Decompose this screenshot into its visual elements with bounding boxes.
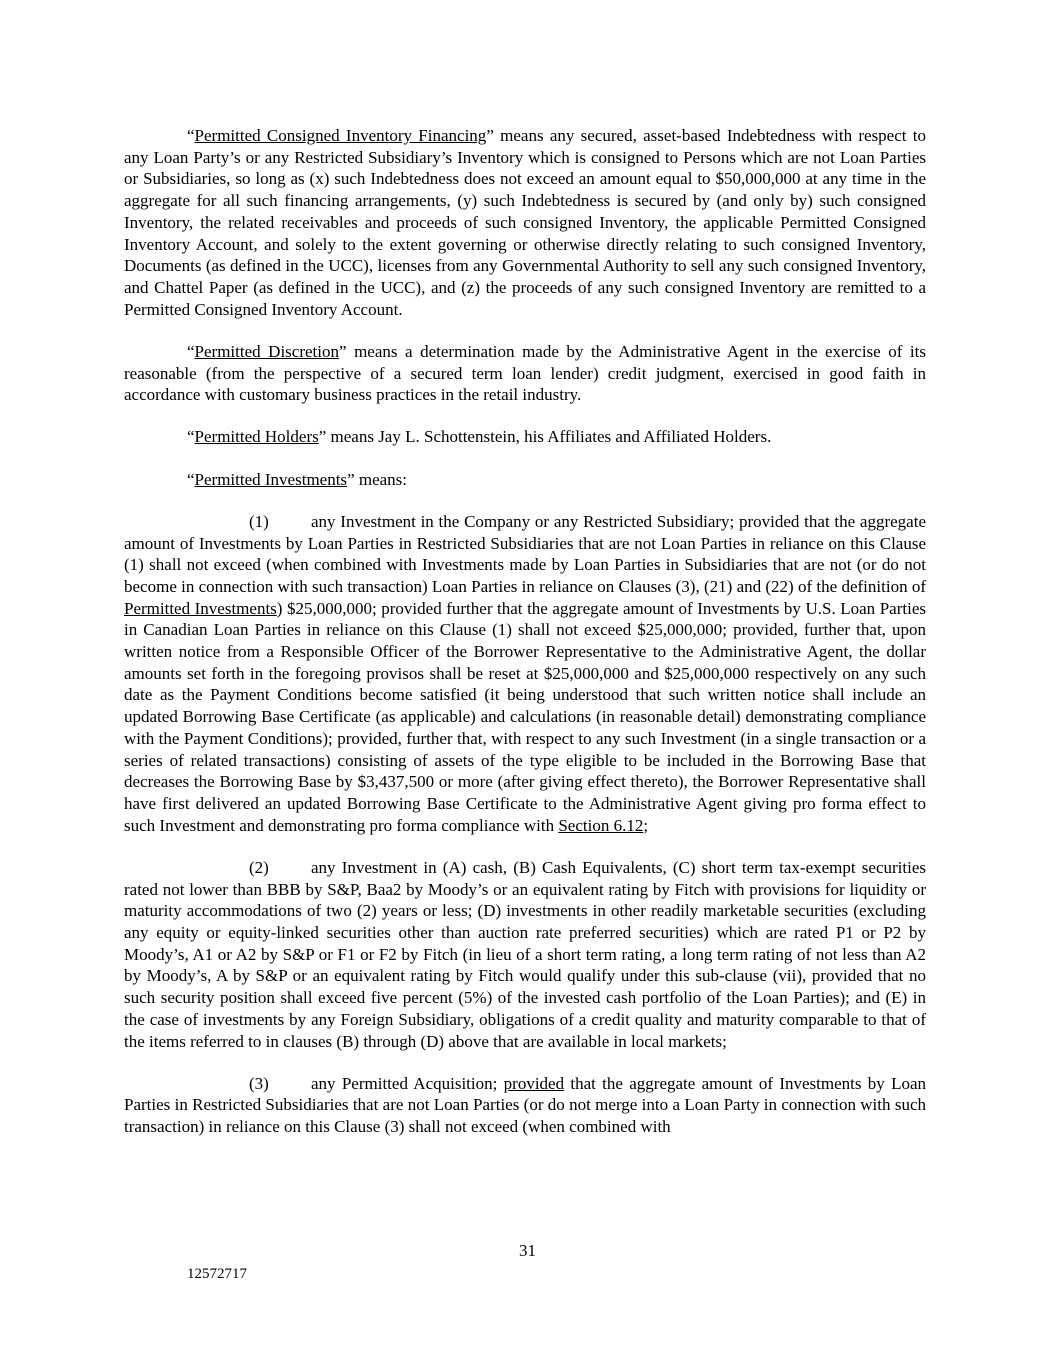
document-id: 12572717 — [187, 1266, 247, 1282]
open-quote: “ — [187, 469, 195, 489]
definition-permitted-investments — [124, 469, 926, 491]
clause-reference: Permitted Investments — [124, 598, 277, 618]
definition-text: ” means a determination made by the Administrative Agent in the exercise of its reasonable (from the perspective of a secured term loan lender) credit judgment, exercised in good faith in accordance with customary business practices in the retail industry. — [124, 341, 926, 405]
clause-item-1 — [124, 511, 926, 837]
clause-number: (1) — [249, 511, 269, 531]
clause-text: any Investment in (A) cash, (B) Cash Equivalents, (C) short term tax-exempt securities rated not lower than BBB by S&P, Baa2 by Moody’s or an equivalent rating by Fitch with provisions for liquidity or maturity accommodations of two (2) years or less; (D) investments in other readily marketable securities (excluding any equity or equity-linked securities other than auction rate preferred securities) which are rated P1 or P2 by Moody’s, A1 or A2 by S&P or F1 or F2 by Fitch (in lieu of a short term rating, a long term rating of not less than A2 by Moody’s, A by S&P or an equivalent rating by Fitch would qualify under this sub-clause (vii), provided that no such security position shall exceed five percent (5%) of the invested cash portfolio of the Loan Parties); and (E) in the case of investments by any Foreign Subsidiary, obligations of a credit quality and maturity comparable to that of the items referred to in clauses (B) through (D) above that are available in local markets; — [124, 857, 926, 1051]
definition-permitted-holders — [124, 426, 926, 448]
definition-text: ” means any secured, asset-based Indebtedness with respect to any Loan Party’s or any Restricted Subsidiary’s Inventory which is consigned to Persons which are not Loan Parties or Subsidiaries, so long as (x) such Indebtedness does not exceed an amount equal to $50,000,000 at any time in the aggregate for all such financing arrangements, (y) such Indebtedness is secured by (and only by) such consigned Inventory, the related receivables and proceeds of such consigned Inventory, the applicable Permitted Consigned Inventory Account, and solely to the extent governing or otherwise directly relating to such consigned Inventory, Documents (as defined in the UCC), licenses from any Governmental Authority to sell any such consigned Inventory, and Chattel Paper (as defined in the UCC), and (z) the proceeds of any such consigned Inventory are remitted to a Permitted Consigned Inventory Account. — [124, 126, 927, 319]
open-quote: “ — [187, 427, 195, 447]
definition-permitted-discretion — [124, 341, 926, 406]
defined-term: Permitted Holders — [194, 427, 319, 447]
section-reference: Section 6.12 — [558, 815, 644, 835]
clause-item-3 — [124, 1073, 926, 1138]
clause-item-2 — [124, 857, 926, 1052]
clause-text: any Investment in the Company or any Restricted Subsidiary; provided that the aggregate amount of Investments by Loan Parties in Restricted Subsidiaries that are not Loan Parties in reliance on this Clause (1) shall not exceed (when combined with Investments made by Loan Parties in Subsidiaries that are not (or do not become in connection with such transaction) Loan Parties in reliance on Clauses (3), (21) and (22) of the definition of — [124, 511, 926, 596]
open-quote: “ — [187, 126, 195, 145]
clause-number: (2) — [249, 857, 269, 877]
definition-text: ” means Jay L. Schottenstein, his Affiliates and Affiliated Holders. — [318, 427, 772, 447]
clause-text: ) $25,000,000; provided further that the aggregate amount of Investments by U.S. Loan Parties in Canadian Loan Parties in reliance on this Clause (1) shall not exceed $25,000,000; provided, further that, upon written notice from a Responsible Officer of the Borrower Representative to the Administrative Agent, the dollar amounts set forth in the foregoing provisos shall be reset at $25,000,000 and $25,000,000 respectively on any such date as the Payment Conditions become satisfied (it being understood that such written notice shall include an updated Borrowing Base Certificate (as applicable) and calculations (in reasonable detail) demonstrating compliance with the Payment Conditions); provided, further that, with respect to any such Investment (in a single transaction or a series of related transactions) consisting of assets of the type eligible to be included in the Borrowing Base that decreases the Borrowing Base by $3,437,500 or more (after giving effect thereto), the Borrower Representative shall have first delivered an updated Borrowing Base Certificate to the Administrative Agent giving pro forma effect to such Investment and demonstrating pro forma compliance with — [124, 598, 926, 835]
open-quote: “ — [187, 341, 195, 361]
page-number: 31 — [519, 1241, 536, 1260]
document-page — [124, 125, 926, 1158]
clause-text: that the aggregate amount of Investments by Loan Parties in Restricted Subsidiaries that are not Loan Parties (or do not merge into a Loan Party in connection with such transaction) in reliance on this Clause (3) shall not exceed (when combined with — [124, 1073, 927, 1137]
defined-term: Permitted Discretion — [194, 341, 339, 361]
clause-text: any Permitted Acquisition; — [311, 1073, 504, 1093]
defined-term: Permitted Investments — [194, 469, 348, 489]
definition-permitted-consigned-inventory-financing — [124, 125, 926, 320]
clause-text: ; — [643, 815, 649, 835]
definition-text: ” means: — [347, 469, 408, 489]
defined-term: Permitted Consigned Inventory Financing — [194, 126, 487, 145]
clause-number: (3) — [249, 1073, 269, 1093]
clause-reference: provided — [503, 1073, 565, 1093]
